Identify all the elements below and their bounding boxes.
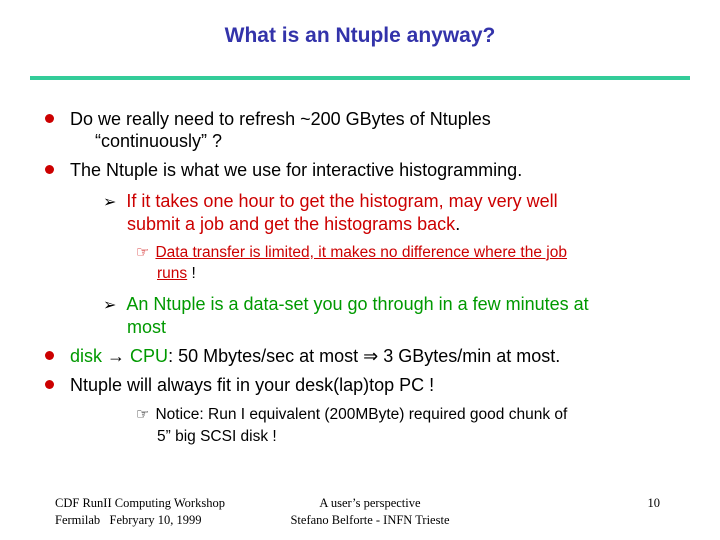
note-2: [136, 405, 567, 425]
note-1-cont: [157, 264, 196, 284]
bullet-dot-icon: [45, 165, 54, 174]
bullet-3-disk: disk: [70, 346, 103, 366]
sub-bullet-2-cont: most: [127, 317, 167, 337]
arrowhead-bullet-icon: ➢: [103, 297, 117, 314]
bullet-dot-icon: [45, 351, 54, 360]
bullet-4-text: Ntuple will always fit in your desk(lap)top PC !: [70, 375, 435, 395]
implies-arrow-icon: ⇒: [363, 346, 379, 366]
footer-author: Stefano Belforte - INFN Trieste: [290, 513, 450, 527]
note-2-line1: Notice: Run I equivalent (200MByte) required good chunk of: [155, 406, 568, 423]
right-arrow-icon: →: [107, 346, 126, 366]
bullet-1-cont: “continuously” ?: [95, 131, 223, 151]
note-2-cont: 5” big SCSI disk !: [157, 428, 277, 445]
title-divider: [30, 76, 690, 80]
footer-date: Fermilab Febryary 10, 1999: [55, 513, 202, 527]
bullet-1-text-line1: Do we really need to refresh ~200 GBytes of Ntuples: [70, 109, 491, 129]
pointing-hand-icon: ☞: [136, 244, 150, 261]
note-1-bang: !: [187, 265, 196, 282]
footer-left: [55, 495, 225, 529]
bullet-1: [45, 108, 491, 130]
footer-workshop: CDF RunII Computing Workshop: [55, 496, 225, 510]
bullet-2-text: The Ntuple is what we use for interactive histogramming.: [70, 160, 523, 180]
footer-center: [260, 495, 480, 529]
note-1: [136, 243, 567, 263]
sub-bullet-1-line1: If it takes one hour to get the histogram, may very well: [126, 191, 558, 211]
sub-bullet-1-period: .: [455, 214, 461, 234]
pointing-hand-icon: ☞: [136, 406, 150, 423]
sub-bullet-1-cont: [127, 213, 460, 235]
note-1-line1: Data transfer is limited, it makes no difference where the job: [155, 244, 567, 261]
sub-bullet-2: [103, 293, 589, 317]
footer-subtitle: A user’s perspective: [319, 496, 421, 510]
bullet-3-cpu: CPU: [130, 346, 169, 366]
slide-title: What is an Ntuple anyway?: [224, 24, 496, 47]
arrowhead-bullet-icon: ➢: [103, 194, 117, 211]
bullet-dot-icon: [45, 380, 54, 389]
bullet-3-rest: : 50 Mbytes/sec at most: [168, 346, 364, 366]
sub-bullet-2-line1: An Ntuple is a data-set you go through in a few minutes at: [126, 294, 589, 314]
sub-bullet-1-line2: submit a job and get the histograms back: [127, 214, 456, 234]
bullet-3-end: 3 GBytes/min at most.: [378, 346, 561, 366]
sub-bullet-1: [103, 190, 558, 214]
bullet-dot-icon: [45, 114, 54, 123]
bullet-3: [45, 345, 560, 367]
bullet-4: [45, 374, 434, 396]
page-number: 10: [647, 496, 660, 510]
note-1-line2: runs: [157, 265, 188, 282]
bullet-2: [45, 159, 522, 181]
